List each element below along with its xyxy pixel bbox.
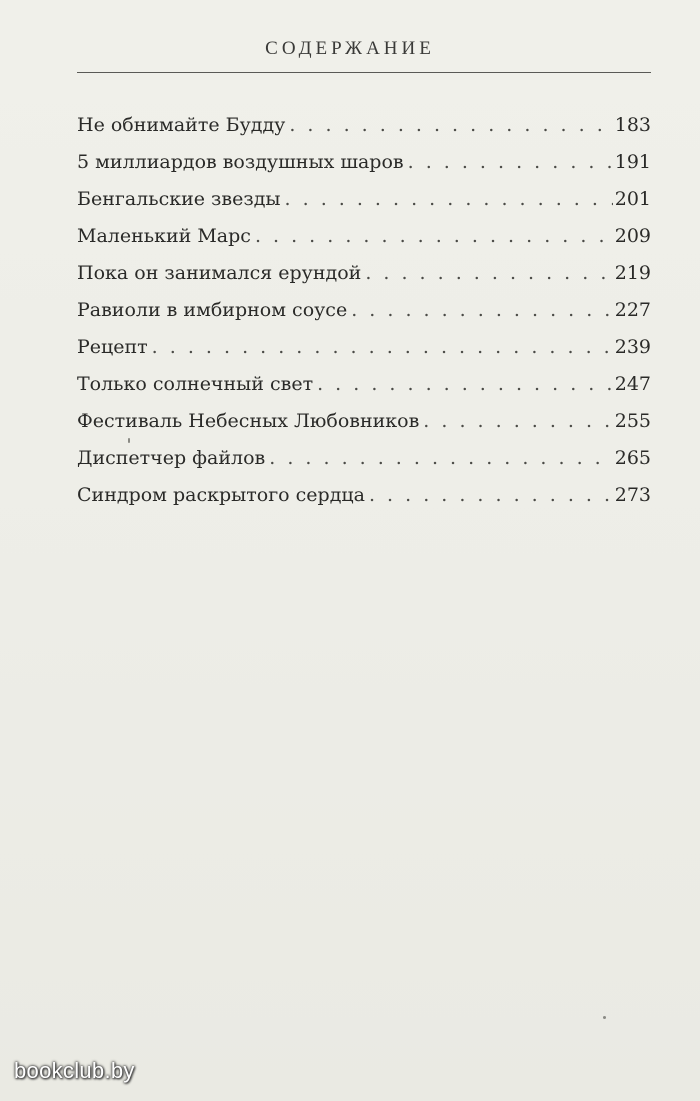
toc-entry-page: 255 bbox=[614, 410, 651, 432]
toc-entry bbox=[77, 292, 651, 329]
paper-speck bbox=[128, 438, 130, 443]
toc-entry-page: 219 bbox=[614, 262, 651, 284]
toc-entry bbox=[77, 255, 651, 292]
toc-entry bbox=[77, 477, 651, 514]
toc-entry-page: 265 bbox=[614, 447, 651, 469]
dot-leader bbox=[289, 107, 612, 144]
toc-entry-title: 5 миллиардов воздушных шаров bbox=[77, 151, 404, 173]
toc-entry bbox=[77, 144, 651, 181]
dot-leader bbox=[255, 218, 613, 255]
toc-entry-page: 273 bbox=[614, 484, 651, 506]
toc-entry-title: Диспетчер файлов bbox=[77, 447, 266, 469]
toc-entry-title: Маленький Марс bbox=[77, 225, 251, 247]
toc-entry-page: 247 bbox=[614, 373, 651, 395]
dot-leader bbox=[408, 144, 613, 181]
toc-entry-title: Фестиваль Небесных Любовников bbox=[77, 410, 420, 432]
toc-entry-title: Равиоли в имбирном соусе bbox=[77, 299, 348, 321]
toc-entry-title: Синдром раскрытого сердца bbox=[77, 484, 365, 506]
watermark: bookclub.by bbox=[14, 1058, 135, 1083]
dot-leader bbox=[369, 477, 613, 514]
toc-entry-page: 209 bbox=[614, 225, 651, 247]
toc-entry bbox=[77, 329, 651, 366]
toc-entry-page: 239 bbox=[614, 336, 651, 358]
paper-speck bbox=[603, 1016, 606, 1019]
running-head: СОДЕРЖАНИЕ bbox=[265, 38, 435, 59]
toc-entry bbox=[77, 181, 651, 218]
toc-entry-title: Бенгальские звезды bbox=[77, 188, 281, 210]
toc-entry-page: 201 bbox=[614, 188, 651, 210]
toc-entry bbox=[77, 440, 651, 477]
toc-entry bbox=[77, 366, 651, 403]
dot-leader bbox=[317, 366, 613, 403]
toc-entry-title: Рецепт bbox=[77, 336, 148, 358]
toc-entry-page: 183 bbox=[614, 114, 651, 136]
toc-entry bbox=[77, 218, 651, 255]
toc-entry bbox=[77, 403, 651, 440]
toc-entry-page: 227 bbox=[614, 299, 651, 321]
toc-entry-title: Не обнимайте Будду bbox=[77, 114, 286, 136]
dot-leader bbox=[351, 292, 613, 329]
dot-leader bbox=[423, 403, 612, 440]
table-of-contents bbox=[77, 107, 651, 514]
dot-leader bbox=[269, 440, 612, 477]
toc-entry-page: 191 bbox=[614, 151, 651, 173]
dot-leader bbox=[285, 181, 613, 218]
header-rule bbox=[77, 72, 651, 73]
dot-leader bbox=[152, 329, 613, 366]
toc-entry bbox=[77, 107, 651, 144]
toc-entry-title: Только солнечный свет bbox=[77, 373, 314, 395]
dot-leader bbox=[365, 255, 612, 292]
toc-entry-title: Пока он занимался ерундой bbox=[77, 262, 362, 284]
